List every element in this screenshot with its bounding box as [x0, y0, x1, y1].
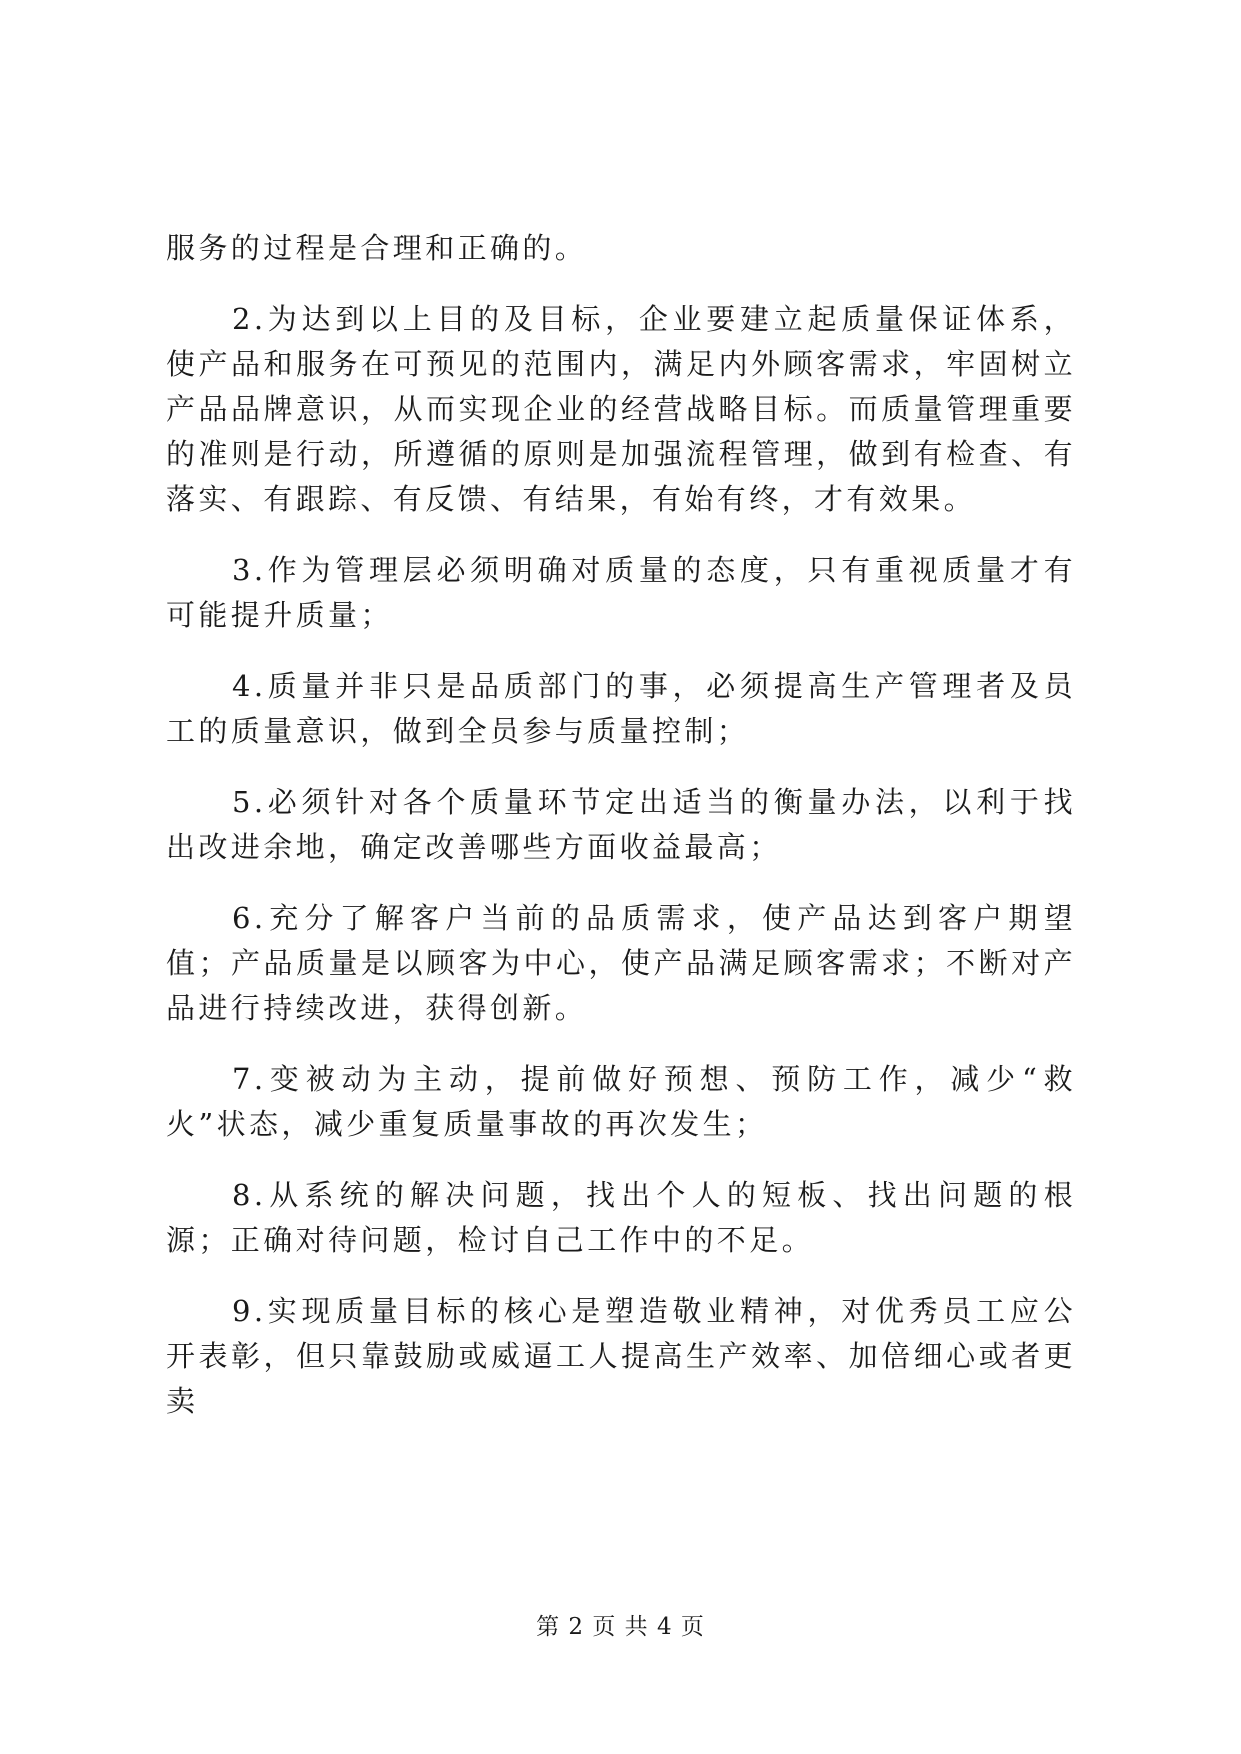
page-number-footer: 第 2 页 共 4 页: [536, 1614, 705, 1640]
paragraph-item-3: 3.作为管理层必须明确对质量的态度，只有重视质量才有可能提升质量；: [166, 553, 1076, 632]
paragraph-item-2: 2.为达到以上目的及目标，企业要建立起质量保证体系，使产品和服务在可预见的范围内，满足内外顾客需求，牢固树立产品品牌意识，从而实现企业的经营战略目标。而质量管理重要的准则是行动，所遵循的原则是加强流程管理，做到有检查、有落实、有跟踪、有反馈、有结果，有始有终，才有效果。: [166, 302, 1076, 516]
paragraph-item-8: 8.从系统的解决问题，找出个人的短板、找出问题的根源；正确对待问题，检讨自己工作中的不足。: [166, 1178, 1076, 1257]
paragraph-item-6: 6.充分了解客户当前的品质需求，使产品达到客户期望值；产品质量是以顾客为中心，使产品满足顾客需求；不断对产品进行持续改进，获得创新。: [166, 901, 1076, 1025]
paragraph-item-4: 4.质量并非只是品质部门的事，必须提高生产管理者及员工的质量意识，做到全员参与质量控制；: [166, 669, 1076, 748]
paragraph-item-5: 5.必须针对各个质量环节定出适当的衡量办法，以利于找出改进余地，确定改善哪些方面收益最高；: [166, 785, 1076, 864]
paragraph-item-7: 7.变被动为主动，提前做好预想、预防工作，减少“救火”状态，减少重复质量事故的再次发生；: [166, 1062, 1076, 1141]
body-text: [166, 226, 1076, 1450]
paragraph-continuation: 服务的过程是合理和正确的。: [166, 231, 588, 265]
paragraph-item-9: 9.实现质量目标的核心是塑造敬业精神，对优秀员工应公开表彰，但只靠鼓励或威逼工人提高生产效率、加倍细心或者更卖: [166, 1294, 1076, 1418]
